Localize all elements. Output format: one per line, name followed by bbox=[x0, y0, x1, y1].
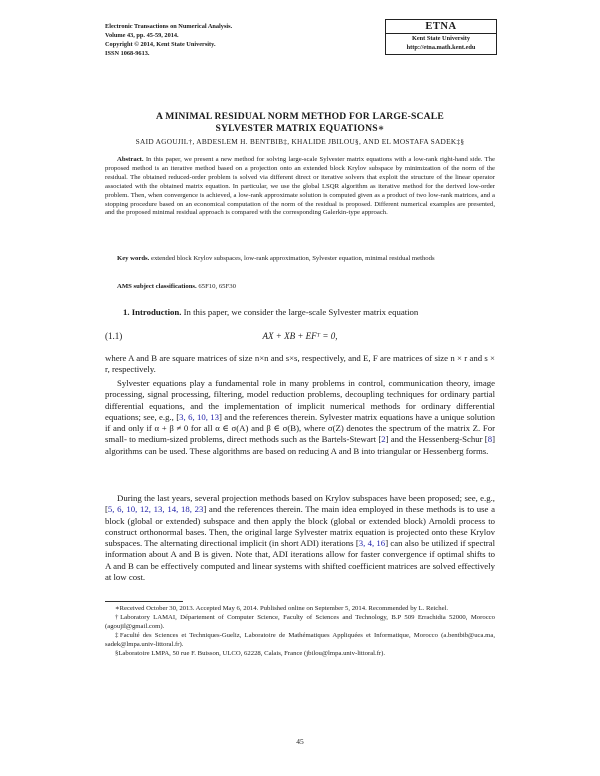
etna-title: ETNA bbox=[386, 20, 496, 34]
title-line-2: SYLVESTER MATRIX EQUATIONS∗ bbox=[215, 123, 385, 134]
page-number: 45 bbox=[296, 737, 304, 746]
text-run: ] and the references therein. Sylvester matrix equations have a unique solution if and only if α + β ≠ 0 for all α ∈ σ(A) and β ∈ σ(B), where σ(Z) denotes the spectrum of the matrix Z. For small- to medium-sized problems, direct methods such as the Bartels-Stewart [ bbox=[105, 411, 495, 445]
journal-header bbox=[105, 22, 232, 58]
text-run: During the last years, several projection methods based on Krylov subspaces have been proposed; see, e.g., [ bbox=[105, 493, 495, 515]
copyright-notice: Copyright © 2014, Kent State University. bbox=[105, 41, 216, 48]
paragraph-where: where A and B are square matrices of size n×n and s×s, respectively, and E, F are matrices of size n × r and s × r, respectively. bbox=[105, 353, 495, 375]
citation-link[interactable]: 5, 6, 10, 12, 13, 14, 18, 23 bbox=[107, 504, 204, 515]
paragraph-sylvester bbox=[105, 378, 495, 457]
journal-name: Electronic Transactions on Numerical Analysis. bbox=[105, 23, 233, 30]
volume-info: Volume 43, pp. 45-59, 2014. bbox=[105, 32, 179, 39]
text-run: ] algorithms can be used. These algorithms are based on reducing A and B into triangular or Hessenberg forms. bbox=[105, 434, 495, 456]
footnote-author-1: †Laboratory LAMAI, Département of Computer Science, Faculty of Sciences and Technology, B.P 509 Errachidia 52000, Morocco (agoujil@gmail.com). bbox=[105, 613, 495, 630]
text-run: ] and the references therein. The main idea employed in these methods is to use a block (global or extended) subspace and then apply the block (global or extended block) Arnoldi process to construct orthonormal bases. Then, the original large Sylvester matrix equation is projected onto these Krylov subspaces. The alternating directional implicit (in short ADI) iterations [ bbox=[105, 504, 495, 548]
footnote-author-2: ‡Faculté des Sciences et Techniques-Gueliz, Laboratoire de Mathématiques Appliquées et Informatique, Morocco (a.bentbib@uca.ma, sadek@lmpa.univ-littoral.fr). bbox=[105, 631, 495, 648]
citation-link[interactable]: 2 bbox=[381, 434, 386, 445]
equation-body: AX + XB + EFᵀ = 0, bbox=[262, 331, 338, 341]
citation-link[interactable]: 3, 4, 16 bbox=[358, 538, 386, 548]
keywords bbox=[105, 255, 495, 264]
citation-link[interactable]: 3, 6, 10, 13 bbox=[179, 411, 220, 422]
text-run: ] and the Hessenberg-Schur [ bbox=[385, 434, 488, 445]
footnote-divider bbox=[105, 601, 183, 602]
author-list: SAID AGOUJIL†, ABDESLEM H. BENTBIB‡, KHALIDE JBILOU§, AND EL MOSTAFA SADEK‡§ bbox=[135, 137, 465, 146]
footnotes bbox=[105, 605, 495, 658]
ams-classification bbox=[105, 283, 495, 292]
keywords-label: Key words. bbox=[117, 255, 150, 262]
abstract-text: In this paper, we present a new method for solving large-scale Sylvester matrix equations with a low-rank right-hand side. The proposed method is an iterative method based on a projection onto an extended block Krylov subspace by minimization of the norm of the residual. The obtained reduced-order problem is solved via different direct or iterative solvers that exploit the structure of the linear operator associated with the obtained matrix equation. In particular, we use the global LSQR algorithm as iterative method for the derived low-order problem. Then, when convergence is achieved, a low-rank approximate solution is computed given as a product of two low-rank matrices, and a stopping procedure based on an economical computation of the norm of the residual is proposed. Different numerical examples are presented, and the proposed minimal residual approach is compared with the corresponding Galerkin-type approach. bbox=[105, 156, 495, 217]
etna-university: Kent State University bbox=[411, 35, 471, 42]
paper-title bbox=[105, 111, 495, 135]
intro-text: In this paper, we consider the large-scale Sylvester matrix equation bbox=[183, 307, 419, 317]
issn: ISSN 1068-9613. bbox=[105, 50, 150, 57]
equation-label: (1.1) bbox=[105, 331, 123, 341]
abstract-label: Abstract. bbox=[117, 156, 144, 163]
text-run: ] can also be utilized if spectral information about A and B is given. Note that, ADI iterations allow for faster convergence if optimal shifts to A and B can be effectively computed and linear systems with shifted coefficient matrices are solved effectively at low cost. bbox=[105, 538, 496, 582]
citation-link[interactable]: 8 bbox=[487, 434, 493, 445]
ams-label: AMS subject classifications. bbox=[117, 283, 197, 290]
paragraph-projection bbox=[105, 493, 495, 583]
introduction-lead bbox=[105, 307, 495, 318]
etna-logo-box bbox=[385, 19, 497, 55]
etna-info bbox=[386, 34, 496, 54]
footnote-author-3: §Laboratoire LMPA, 50 rue F. Buisson, ULCO, 62228, Calais, France (jbilou@lmpa.univ-littoral.fr). bbox=[115, 649, 386, 657]
keywords-text: extended block Krylov subspaces, low-rank approximation, Sylvester equation, minimal residual methods bbox=[151, 255, 435, 262]
text-run: Sylvester equations play a fundamental role in many problems in control, communication theory, image processing, signal processing, filtering, model reduction problems, decoupling techniques for ordinary partial differential equations, and the implementation of implicit numerical methods for ordinary differential equations; see, e.g., [ bbox=[105, 378, 495, 422]
title-line-1: A MINIMAL RESIDUAL NORM METHOD FOR LARGE-SCALE bbox=[156, 111, 444, 122]
ams-codes: 65F10, 65F30 bbox=[198, 283, 236, 290]
abstract bbox=[105, 156, 495, 218]
etna-url[interactable]: http://etna.math.kent.edu bbox=[406, 43, 476, 51]
footnote-received: ∗Received October 30, 2013. Accepted May 6, 2014. Published online on September 5, 2014. Recommended by L. Reichel. bbox=[115, 605, 449, 612]
section-heading: 1. Introduction. bbox=[123, 307, 182, 317]
